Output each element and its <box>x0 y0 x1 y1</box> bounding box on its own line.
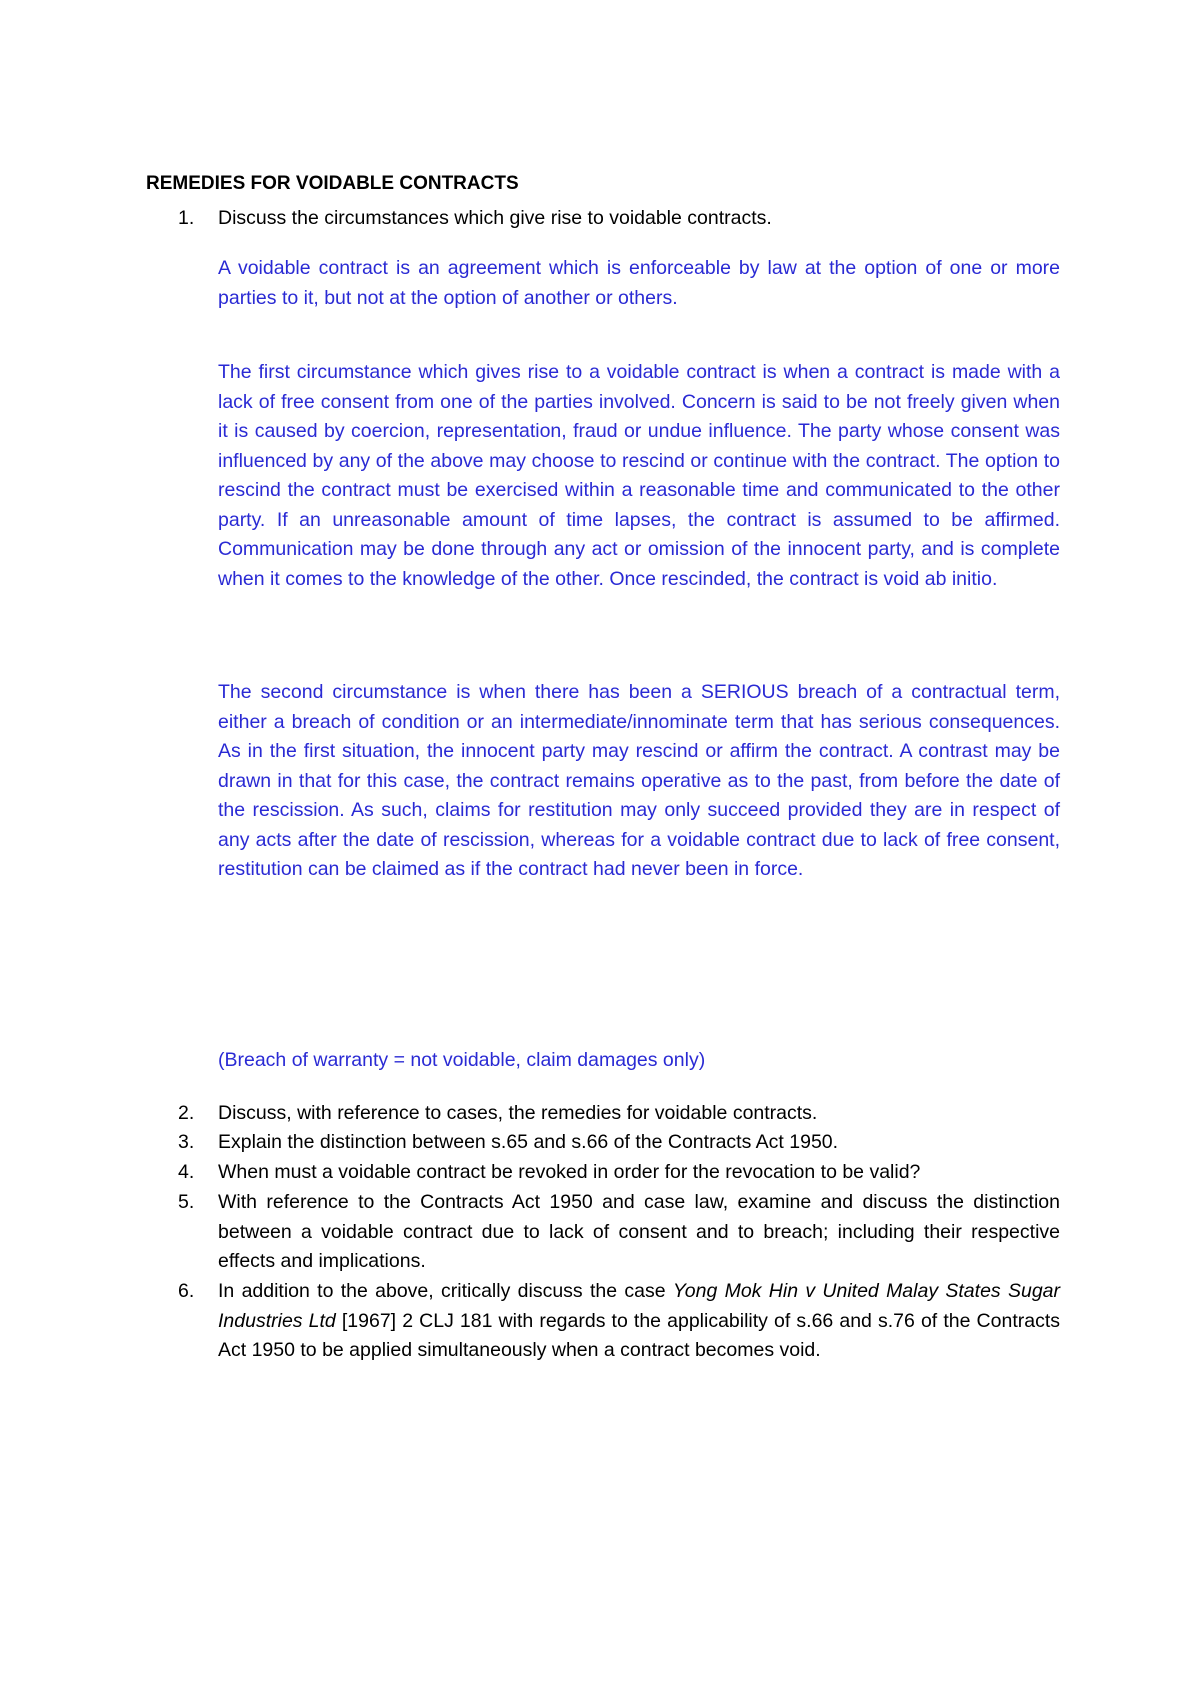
question-text-after-case: [1967] 2 CLJ 181 with regards to the applicability of s.66 and s.76 of the Contracts Act 1950 to be applied simultaneously when a contract becomes void. <box>218 1309 1060 1361</box>
answer-paragraph-second-circumstance: The second circumstance is when there has been a SERIOUS breach of a contractual term, either a breach of condition or an intermediate/innominate term that has serious consequences. As in the first situation, the innocent party may rescind or affirm the contract. A contrast may be drawn in that for this case, the contract remains operative as to the past, from before the date of the rescission. As such, claims for restitution may only succeed provided they are in respect of any acts after the date of rescission, whereas for a voidable contract due to lack of free consent, restitution can be claimed as if the contract had never been in force. <box>218 681 1060 880</box>
question-number: 2. <box>178 1102 195 1124</box>
answer-paragraph-first-circumstance: The first circumstance which gives rise to a voidable contract is when a contract is made with a lack of free consent from one of the parties involved. Concern is said to be not freely given when it is caused by coercion, representation, fraud or undue influence. The party whose consent was influenced by any of the above may choose to rescind or continue with the contract. The option to rescind the contract must be exercised within a reasonable time and communicated to the other party. If an unreasonable amount of time lapses, the contract is assumed to be affirmed. Communication may be done through any act or omission of the innocent party, and is complete when it comes to the knowledge of the other. Once rescinded, the contract is void ab initio. <box>218 361 1060 590</box>
question-number: 1. <box>178 207 195 229</box>
question-4 <box>180 1158 1060 1188</box>
question-6 <box>180 1277 1060 1366</box>
question-text: With reference to the Contracts Act 1950 and case law, examine and discuss the distinction between a voidable contract due to lack of consent and to breach; including their respective effects and implications. <box>218 1191 1060 1272</box>
question-text-before-case: In addition to the above, critically discuss the case <box>218 1280 673 1302</box>
answer-note-warranty: (Breach of warranty = not voidable, claim damages only) <box>218 1049 706 1071</box>
question-1 <box>180 204 1060 234</box>
question-text: Discuss, with reference to cases, the remedies for voidable contracts. <box>218 1102 818 1124</box>
question-2 <box>180 1099 1060 1129</box>
case-name: Yong Mok Hin v United Malay States Sugar Industries Ltd <box>218 1280 1061 1332</box>
question-number: 5. <box>178 1191 195 1213</box>
document-title: REMEDIES FOR VOIDABLE CONTRACTS <box>146 173 519 194</box>
question-3 <box>180 1128 1060 1158</box>
question-text: Explain the distinction between s.65 and s.66 of the Contracts Act 1950. <box>218 1131 839 1153</box>
question-number: 6. <box>178 1280 195 1302</box>
question-number: 3. <box>178 1131 195 1153</box>
question-text: When must a voidable contract be revoked in order for the revocation to be valid? <box>218 1161 921 1183</box>
question-text <box>218 1277 1060 1366</box>
answer-paragraph-definition: A voidable contract is an agreement which is enforceable by law at the option of one or more parties to it, but not at the option of another or others. <box>218 257 1060 309</box>
question-number: 4. <box>178 1161 195 1183</box>
question-text: Discuss the circumstances which give rise to voidable contracts. <box>218 207 772 229</box>
question-5 <box>180 1188 1060 1277</box>
